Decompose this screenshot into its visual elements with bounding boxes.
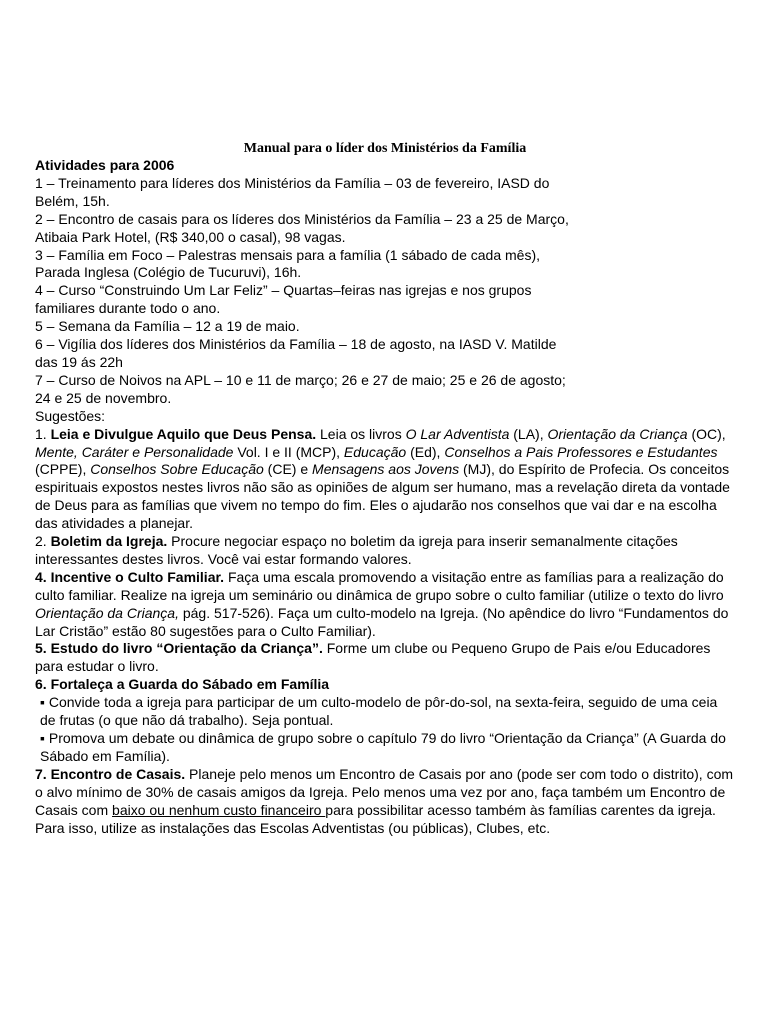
suggestion-6 <box>35 676 735 694</box>
suggestion-1 <box>35 426 735 533</box>
suggestion-1-text: (OC), <box>687 425 726 442</box>
suggestion-1-text: (CE) e <box>263 461 313 478</box>
suggestion-6-title: 6. Fortaleça a Guarda do Sábado em Família <box>35 676 330 693</box>
suggestion-6-bullet-2: ▪ Promova um debate ou dinâmica de grupo sobre o capítulo 79 do livro “Orientação da Criança” (A Guarda do Sábado em Família). <box>40 730 726 764</box>
activity-4-line-2: familiares durante todo o ano. <box>35 300 221 317</box>
activity-1-line-1: 1 – Treinamento para líderes dos Ministérios da Família – 03 de fevereiro, IASD do <box>35 174 550 191</box>
activities-heading-text: Atividades para 2006 <box>35 157 175 173</box>
suggestion-1-text: (MJ), do Espírito de Profecia. Os conceitos espirituais expostos nestes livros não são as opiniões de algum ser humano, mas a revelação direta da vontade de Deus para as famílias que vivem no tempo do fim. Eles o ajudarão nos conselhos que vai dar e na escolha das atividades a planejar. <box>35 461 730 532</box>
activity-7-line-2: 24 e 25 de novembro. <box>35 389 172 406</box>
suggestion-7-text: Planeje pelo menos um Encontro de Casais por ano (pode ser com todo o distrito), com o alvo mínimo de 30% de casais amigos da Igreja. Pelo menos uma vez por ano, faça também um Encontro de Casais com <box>35 765 734 818</box>
activity-7-line-1: 7 – Curso de Noivos na APL – 10 e 11 de março; 26 e 27 de maio; 25 e 26 de agosto; <box>35 371 566 388</box>
suggestions-heading: Sugestões: <box>35 407 106 424</box>
activity-1-line-2: Belém, 15h. <box>35 192 110 209</box>
book-title-cppe: Conselhos a Pais Professores e Estudantes <box>444 443 718 460</box>
suggestion-2-text: Procure negociar espaço no boletim da igreja para inserir semanalmente citações interessantes destes livros. Você vai estar formando valores. <box>35 533 678 567</box>
suggestion-6-bullet-1: ▪ Convide toda a igreja para participar de um culto-modelo de pôr-do-sol, na sexta-feira, seguido de uma ceia de frutas (o que não dá trabalho). Seja pontual. <box>40 694 718 729</box>
document-page <box>35 140 735 837</box>
suggestion-1-text: Vol. I e II (MCP), <box>233 443 344 460</box>
suggestion-7-title: 7. Encontro de Casais. <box>35 765 186 782</box>
suggestion-4-title: 4. Incentive o Culto Familiar. <box>35 568 225 585</box>
book-title-oc-ref: Orientação da Criança, <box>35 604 179 621</box>
activities-heading <box>35 157 735 175</box>
suggestion-7-text: para possibilitar acesso também às famílias carentes da igreja. Para isso, utilize as instalações das Escolas Adventistas (ou públicas), Clubes, etc. <box>35 801 716 836</box>
suggestion-2-title: Boletim da Igreja. <box>50 533 168 550</box>
document-title: Manual para o líder dos Ministérios da Família <box>243 141 527 156</box>
suggestion-4 <box>35 569 735 641</box>
book-title-mcp: Mente, Caráter e Personalidade <box>35 443 234 460</box>
activity-4-line-1: 4 – Curso “Construindo Um Lar Feliz” – Quartas–feiras nas igrejas e nos grupos <box>35 282 532 299</box>
activity-6-line-1: 6 – Vigília dos líderes dos Ministérios da Família – 18 de agosto, na IASD V. Matilde <box>35 336 557 353</box>
suggestion-1-number: 1. <box>35 425 51 442</box>
suggestion-5-text: Forme um clube ou Pequeno Grupo de Pais e/ou Educadores para estudar o livro. <box>35 640 711 675</box>
suggestion-7 <box>35 766 735 838</box>
suggestion-1-text: (LA), <box>509 425 548 442</box>
activity-2-line-2: Atibaia Park Hotel, (R$ 340,00 o casal), 98 vagas. <box>35 228 346 245</box>
suggestion-5 <box>35 640 735 676</box>
activity-2-line-1: 2 – Encontro de casais para os líderes dos Ministérios da Família – 23 a 25 de Março, <box>35 210 569 227</box>
suggestion-1-text: (CPPE), <box>35 461 91 478</box>
activity-6-line-2: das 19 ás 22h <box>35 353 123 370</box>
suggestion-1-title: Leia e Divulgue Aquilo que Deus Pensa. <box>50 425 317 442</box>
suggestion-1-text: Leia os livros <box>316 425 406 442</box>
book-title-oc: Orientação da Criança <box>547 425 688 442</box>
book-title-mj: Mensagens aos Jovens <box>312 461 460 478</box>
underlined-phrase: baixo ou nenhum custo financeiro <box>112 801 326 818</box>
suggestion-4-text: pág. 517-526). Faça um culto-modelo na Igreja. (No apêndice do livro “Fundamentos do Lar Cristão” estão 80 sugestões para o Culto Familiar). <box>35 604 729 639</box>
book-title-ed: Educação <box>343 443 407 460</box>
suggestion-1-text: (Ed), <box>406 443 445 460</box>
book-title-ce: Conselhos Sobre Educação <box>90 461 264 478</box>
suggestion-5-title: 5. Estudo do livro “Orientação da Criança”. <box>35 640 323 657</box>
activity-3-line-2: Parada Inglesa (Colégio de Tucuruvi), 16h. <box>35 264 302 281</box>
activity-3-line-1: 3 – Família em Foco – Palestras mensais para a família (1 sábado de cada mês), <box>35 246 541 263</box>
suggestion-2-number: 2. <box>35 533 51 550</box>
book-title-la: O Lar Adventista <box>405 425 510 442</box>
suggestion-2 <box>35 533 735 569</box>
suggestion-4-text: Faça uma escala promovendo a visitação entre as famílias para a realização do culto familiar. Realize na igreja um seminário ou dinâmica de grupo sobre o culto familiar (utilize o texto do livro <box>35 568 724 603</box>
activity-5-line-1: 5 – Semana da Família – 12 a 19 de maio. <box>35 318 300 335</box>
activity-list <box>35 175 735 408</box>
